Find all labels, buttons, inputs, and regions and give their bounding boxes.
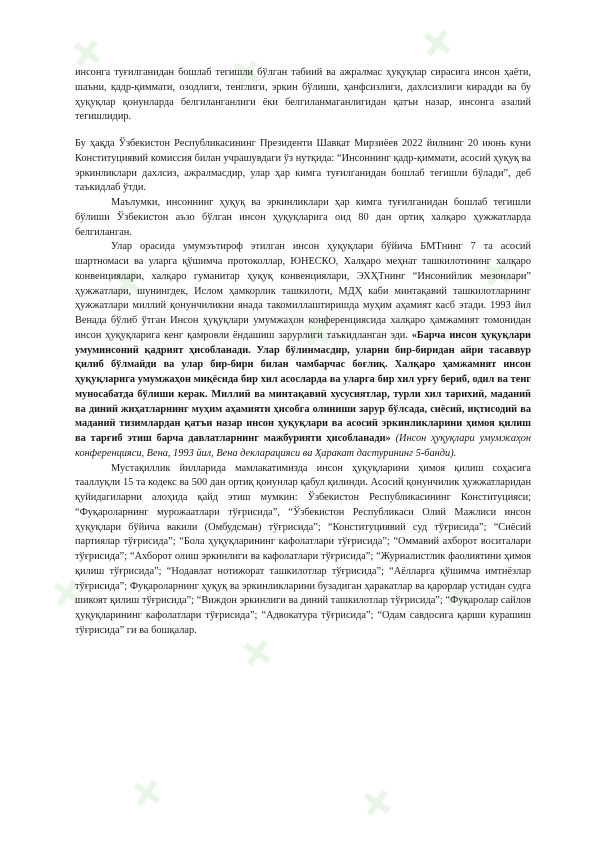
paragraph	[75, 240, 531, 461]
paragraph-text: Улар орасида умумэътироф этилган инсон ҳуқуқлари бўйича БМТнинг 7 та асосий шартномаси ва уларга қўшимча протоколлар, ЮНЕСКО, Халқаро меҳнат ташкилотининг халқаро конвенциялари, халқаро гуманитар ҳуқуқ конвенциялари, ЭХҲТнинг “Инсонийлик мезонлари” ҳужжатлари, шунингдек, Ислом ҳамкорлик ташкилоти, МДҲ каби минтақавий ташкилотларнинг ҳужжатлари миллий қонунчиликни янада такомиллаштиришда муҳим аҳамият касб этади. 1993 йил Венада бўлиб ўтган Инсон ҳуқуқлари умумжаҳон конференциясида халқаро ҳамжамият томонидан инсон ҳуқуқларига кенг қамровли ёндашиш зарурлиги таъкидланган эди.	[75, 241, 531, 341]
document-body	[75, 66, 531, 639]
watermark-mark: +	[51, 21, 122, 84]
watermark-mark: +	[421, 561, 492, 624]
paragraph: Маълумки, инсоннинг ҳуқуқ ва эркинликлари ҳар кимга туғилганидан бошлаб тегишли бўлиши Ўзбекистон аъзо бўлган инсон ҳуқуқларига оид 80 дан ортиқ халқаро ҳужжатларда белгиланган.	[75, 197, 531, 238]
paragraph: Бу ҳақда Ўзбекистон Республикасининг Президенти Шавкат Мирзиёев 2022 йилнинг 20 июнь куни Конституциявий комиссия билан учрашувдаги ўз нутқида: “Инсоннинг қадр-қиммати, асосий ҳуқуқ ва эркинликлари дахлсиз, ажралмасдир, улар ҳар кимга туғилганидан бошлаб тегишли бўлади”, деб таъкидлаб ўтди.	[75, 138, 531, 194]
watermark-mark: +	[341, 771, 412, 834]
watermark-mark: +	[31, 561, 102, 624]
quote-bold: «Барча инсон ҳуқуқлари умуминсоний қадрият ҳисобланади. Улар бўлинмасдир, уларни бир-биридан айри тасаввур қилиб бўлмайди ва улар бир-бири билан чамбарчас боғлиқ. Халқаро ҳамжамият инсон ҳуқуқларига умумжаҳон миқёсида бир хил асосларда ва уларга бир хил урғу бериб, одил ва тенг муносабатда бўлиши керак. Миллий ва минтақавий хусусиятлар, турли хил тарихий, маданий ва диний жиҳатларнинг муҳим аҳамияти ҳисобга олиниши зарур бўлсада, сиёсий, иқтисодий ва маданий тизимлардан қатъи назар инсон ҳуқуқлари ва асосий эркинликларини ҳимоя қилиш ва тарғиб этиш барча давлатларнинг мажбурияти ҳисобланади»	[75, 329, 532, 444]
watermark-mark: +	[211, 41, 282, 104]
watermark-mark: +	[111, 761, 182, 824]
watermark-mark: +	[401, 11, 472, 74]
paragraph: Мустақиллик йилларида мамлакатимизда инсон ҳуқуқларини ҳимоя қилиш соҳасига тааллуқли 15 та кодекс ва 500 дан ортиқ қонунлар қабул қилинди. Асосий қонунчилик ҳужжатларидан қуйидагиларни алоҳида қайд этиш мумкин: Ўзбекистон Республикасининг Конституцияси; “Фуқароларнинг мурожаатлари тўғрисида”, “Ўзбекистон Республикаси Олий Мажлиси инсон ҳуқуқлари бўйича вакили (Омбудсман) тўғрисида”; “Конституциявий суд тўғрисида”; “Сиёсий партиялар тўғрисида”; “Бола ҳуқуқларининг кафолатлари тўғрисида”; “Оммавий ахборот воситалари тўғрисида”; “Ахборот олиш эркинлиги ва кафолатлари тўғрисида”; “Журналистлик фаолиятини ҳимоя қилиш тўғрисида”; “Нодавлат нотижорат ташкилотлар тўғрисида”; “Аёлларга қўшимча имтиёзлар тўғрисида”; Фуқароларнинг ҳуқуқ ва эркинликларини бузадиган ҳаракатлар ва қарорлар устидан судга шикоят қилиш тўғрисида”; “Виждон эркинлиги ва диний ташкилотлар тўғрисида”; “Фуқаролар сайлов ҳуқуқларининг кафолатлари тўғрисида”; “Адвокатура тўғрисида”; “Одам савдосига қарши курашиш тўғрисида” ги ва бошқалар.	[75, 462, 531, 636]
watermark-mark: +	[281, 301, 352, 364]
watermark-mark: +	[461, 241, 532, 304]
quote-citation: (Инсон ҳуқуқлари умумжаҳон конференцияси, Вена, 1993 йил, Вена декларацияси ва Ҳаракат дастурининг 5-банди).	[75, 433, 531, 459]
paragraph: инсонга туғилганидан бошлаб тегишли бўлган табиий ва ажралмас ҳуқуқлар сирасига инсон ҳаёти, шаъни, қадр-қиммати, озодлиги, тенглиги, эркин бўлиши, ҳанфсизлиги, дахлсизлиги кирадди ва бу ҳуқуқлар қонунларда белгиланганлиги ёки белгиланмаганлигидан қатъи назар, инсонга азалий тегишлидир.	[75, 67, 531, 123]
watermark-mark: +	[91, 251, 162, 314]
watermark-mark: +	[221, 621, 292, 684]
